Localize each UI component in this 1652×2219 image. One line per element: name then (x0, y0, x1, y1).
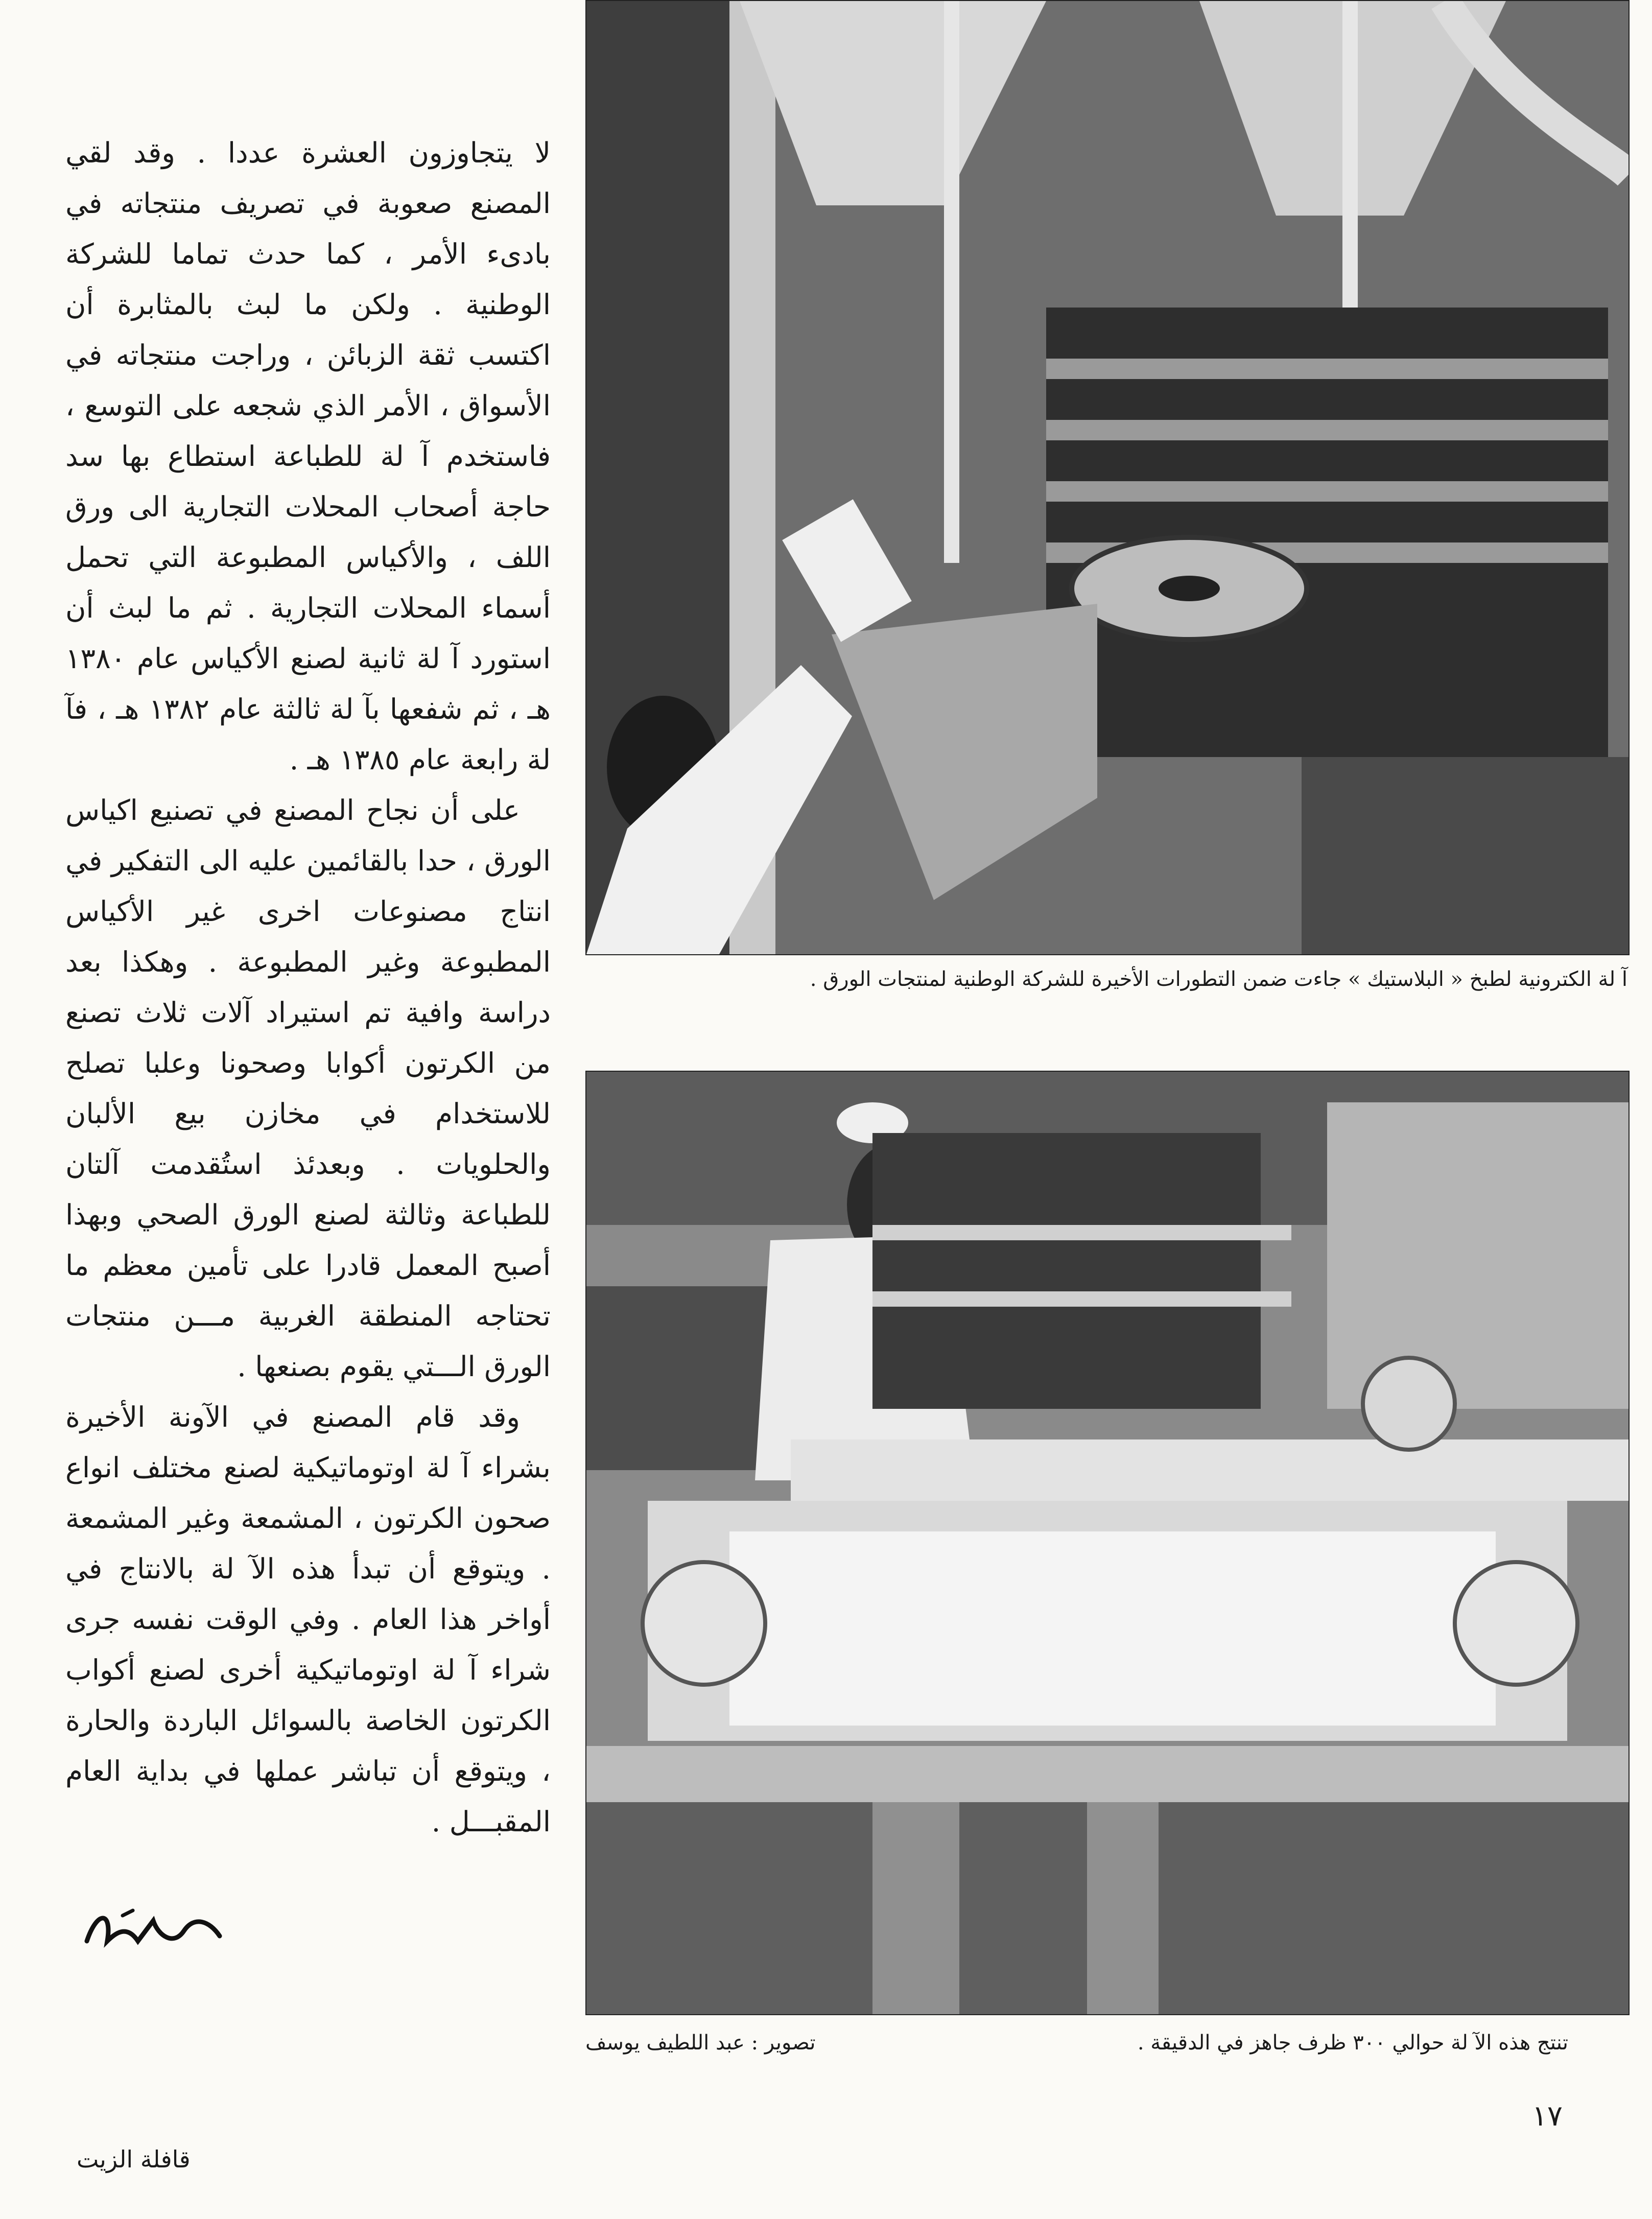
photo-credit: تصوير : عبد اللطيف يوسف (585, 2031, 816, 2055)
article-paragraph-2: على أن نجاح المصنع في تصنيع اكياس الورق ، حدا بالقائمين عليه الى التفكير في انتاج مصنوعات اخرى غير الأكياس المطبوعة وغير المطبوعة . وهكذا بعد دراسة وافية تم استيراد آلات ثلاث تصنع من الكرتون أكوابا وصحونا وعلبا تصلح للاستخدام في مخازن بيع الألبان والحلويات . وبعدئذ استُقدمت آلتان للطباعة وثالثة لصنع الورق الصحي وبهذا أصبح المعمل قادرا على تأمين معظم ما تحتاجه المنطقة الغربية مـــن منتجات الورق الـــتي يقوم بصنعها . (65, 794, 551, 1383)
article-paragraph-3: وقد قام المصنع في الآونة الأخيرة بشراء آ لة اوتوماتيكية لصنع مختلف انواع صحون الكرتون ، المشمعة وغير المشمعة . ويتوقع أن تبدأ هذه الآ لة بالانتاج في أواخر هذا العام . وفي الوقت نفسه جرى شراء آ لة اوتوماتيكية أخرى لصنع أكواب الكرتون الخاصة بالسوائل الباردة والحارة ، ويتوقع أن تباشر عملها في بداية العام المقبـــل . (65, 1401, 551, 1838)
magazine-name: قافلة الزيت (77, 2145, 191, 2173)
caption-envelope-machine: تنتج هذه الآ لة حوالي ٣٠٠ ظرف جاهز في الدقيقة . (1137, 2031, 1568, 2055)
article-paragraph-1: لا يتجاوزون العشرة عددا . وقد لقي المصنع صعوبة في تصريف منتجاته في بادىء الأمر ، كما حدث تماما للشركة الوطنية . ولكن ما لبث بالمثابرة أن اكتسب ثقة الزبائن ، وراجت منتجاته في الأسواق ، الأمر الذي شجعه على التوسع ، فاستخدم آ لة للطباعة استطاع بها سد حاجة أصحاب المحلات التجارية الى ورق اللف ، والأكياس المطبوعة التي تحمل أسماء المحلات التجارية . ثم ما لبث أن استورد آ لة ثانية لصنع الأكياس عام ١٣٨٠ هـ ، ثم شفعها بآ لة ثالثة عام ١٣٨٢ هـ ، فآ لة رابعة عام ١٣٨٥ هـ . (65, 136, 551, 776)
article-column (65, 128, 551, 1847)
photo-envelope-machine (585, 1071, 1630, 2015)
photo-plastic-machine (585, 0, 1630, 955)
photo-plastic-machine-illustration (586, 1, 1629, 954)
caption-plastic-machine: آ لة الكترونية لطبخ « البلاستيك » جاءت ضمن التطورات الأخيرة للشركة الوطنية لمنتجات الورق . (810, 967, 1627, 991)
author-signature (77, 1900, 230, 1962)
photo-envelope-machine-illustration (586, 1072, 1629, 2014)
page-number: ١٧ (1531, 2099, 1563, 2133)
